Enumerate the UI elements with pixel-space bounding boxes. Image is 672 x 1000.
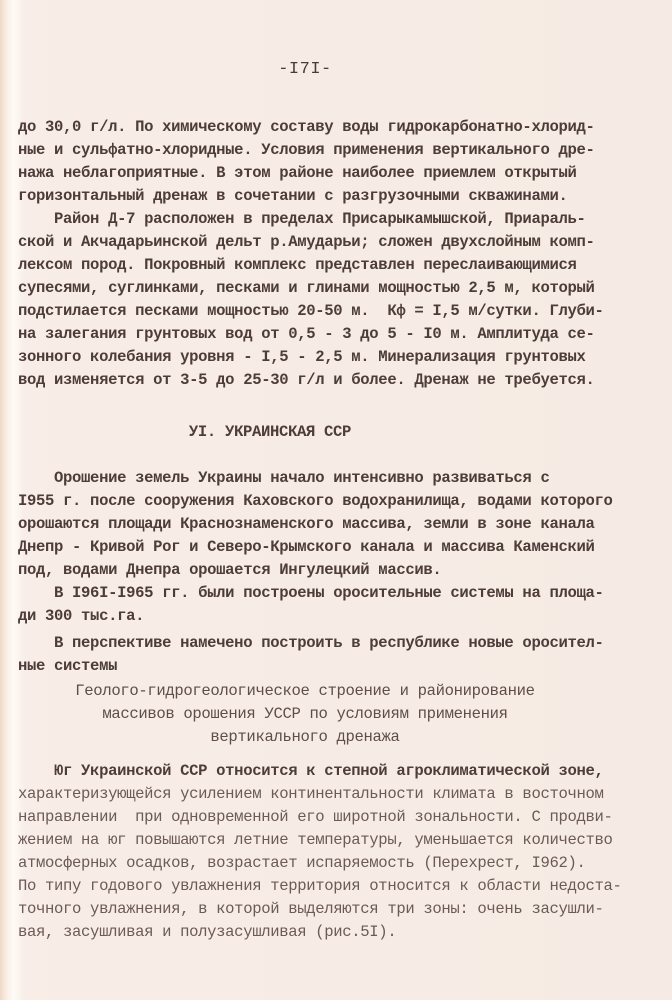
text-line: жением на юг повышаются летние температуры, уменьшается количество: [18, 831, 613, 849]
text-line: I955 г. после сооружения Каховского водохранилища, водами которого: [18, 492, 613, 510]
text-line: нажа неблагоприятные. В этом районе наиболее приемлем открытый: [18, 164, 577, 182]
text-line: горизонтальный дренаж в сочетании с разгрузочными скважинами.: [18, 187, 568, 205]
text-line: Орошение земель Украины начало интенсивно развиваться с: [18, 469, 550, 487]
text-line: Юг Украинской ССР относится к степной агроклиматической зоне,: [18, 762, 604, 780]
text-line: направлении при одновременной его широтной зональности. С продви-: [18, 808, 613, 826]
text-line: атмосферных осадков, возрастает испаряемость (Перехрест, I962).: [18, 854, 586, 872]
subheading-line: Геолого-гидрогеологическое строение и районирование: [75, 682, 535, 700]
text-line: Днепр - Кривой Рог и Северо-Крымского канала и массива Каменский: [18, 538, 595, 556]
text-line: лексом пород. Покровный комплекс представлен переслаивающимися: [18, 256, 577, 274]
text-line: орошаются площади Краснознаменского массива, земли в зоне канала: [18, 515, 595, 533]
text-line: точного увлажнения, в которой выделяются три зоны: очень засушли-: [18, 900, 604, 918]
text-line: В I96I-I965 гг. были построены оросительные системы на площа-: [18, 584, 604, 602]
text-line: характеризующейся усилением континентальности климата в восточном: [18, 785, 604, 803]
text-line: супесями, суглинками, песками и глинами мощностью 2,5 м, который: [18, 279, 595, 297]
section-heading: УI. УКРАИНСКАЯ ССР: [188, 423, 352, 441]
text-line: до 30,0 г/л. По химическому составу воды гидрокарбонатно-хлорид-: [18, 118, 595, 136]
subheading-line: вертикального дренажа: [210, 728, 400, 746]
text-line: ные системы: [18, 657, 118, 675]
text-line: ные и сульфатно-хлоридные. Условия применения вертикального дре-: [18, 141, 595, 159]
text-line: По типу годового увлажнения территория относится к области недоста-: [18, 877, 622, 895]
text-line: вая, засушливая и полузасушливая (рис.5I).: [18, 923, 397, 941]
text-line: В перспективе намечено построить в республике новые оросител-: [18, 634, 604, 652]
text-line: вод изменяется от 3-5 до 25-30 г/л и более. Дренаж не требуется.: [18, 371, 595, 389]
page-number: -I7I-: [278, 60, 332, 79]
text-line: ди 300 тыс.га.: [18, 607, 145, 625]
text-line: под, водами Днепра орошается Ингулецкий массив.: [18, 561, 442, 579]
subheading-line: массивов орошения УССР по условиям применения: [102, 705, 508, 723]
text-line: на залегания грунтовых вод от 0,5 - 3 до 5 - I0 м. Амплитуда се-: [18, 325, 595, 343]
text-line: зонного колебания уровня - I,5 - 2,5 м. Минерализация грунтовых: [18, 348, 586, 366]
text-line: подстилается песками мощностью 20-50 м. Кф = I,5 м/сутки. Глуби-: [18, 302, 604, 320]
text-line: Район Д-7 расположен в пределах Присарыкамышской, Приараль-: [18, 210, 586, 228]
text-line: ской и Акчадарьинской дельт р.Амударьи; сложен двухслойным комп-: [18, 233, 595, 251]
